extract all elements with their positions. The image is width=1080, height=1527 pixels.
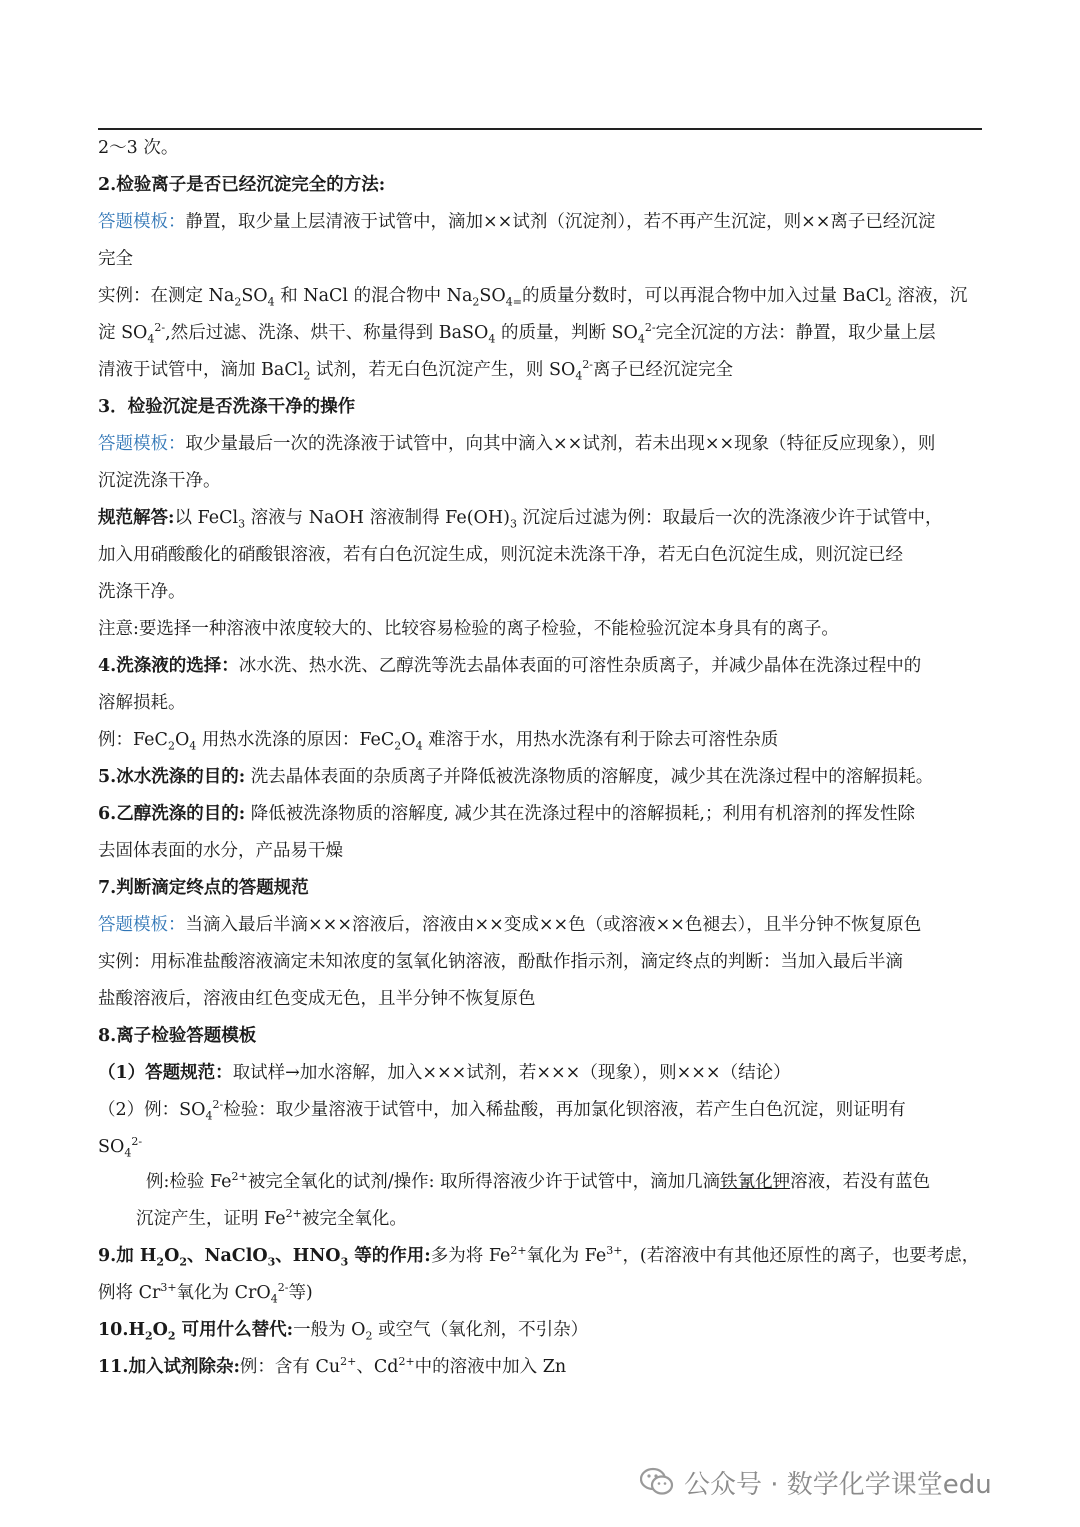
text-span: O bbox=[401, 730, 416, 750]
text-line bbox=[146, 1168, 988, 1196]
subscript: 4 bbox=[267, 295, 275, 309]
superscript: 2+ bbox=[285, 1207, 302, 1221]
text-span: 氧化为 Fe bbox=[526, 1246, 607, 1266]
section-heading-10 bbox=[98, 1320, 294, 1343]
text-span: 例:检验 Fe bbox=[146, 1172, 232, 1192]
text-line: 沉淀洗涤干净。 bbox=[98, 471, 221, 491]
text-span: 例将 Cr bbox=[98, 1283, 161, 1303]
text-line: 实例：用标准盐酸溶液滴定未知浓度的氢氧化钠溶液，酚酞作指示剂，滴定终点的判断：当加入最后半滴 bbox=[98, 952, 903, 972]
text-span: 多为将 Fe bbox=[430, 1246, 511, 1266]
text-span: 以 FeCl bbox=[174, 508, 239, 528]
text-span: 离子已经沉淀完全 bbox=[593, 360, 734, 380]
section-heading-7: 7.判断滴定终点的答题规范 bbox=[98, 878, 309, 898]
subscript: 2 bbox=[167, 1329, 176, 1343]
text-line bbox=[98, 208, 988, 236]
text-line bbox=[98, 1242, 988, 1270]
text-span: 被完全氧化的试剂/操作: 取所得溶液少许于试管中，滴加几滴 bbox=[247, 1172, 721, 1192]
text-span: 取试样→加水溶解，加入×××试剂，若×××（现象），则×××（结论） bbox=[232, 1063, 791, 1083]
text-span: 实例：在测定 Na bbox=[98, 286, 235, 306]
text-span: O bbox=[152, 1320, 168, 1340]
section-heading-6: 6.乙醇洗涤的目的: bbox=[98, 804, 246, 824]
text-span: 完全沉淀的方法：静置，取少量上层 bbox=[655, 323, 936, 343]
subscript: 2 bbox=[144, 1329, 153, 1343]
text-line: 去固体表面的水分，产品易干燥 bbox=[98, 841, 343, 861]
subscript: 4 bbox=[205, 1109, 213, 1123]
watermark-text: 公众号 · 数学化学课堂edu bbox=[684, 1469, 992, 1500]
text-line: 溶解损耗。 bbox=[98, 693, 186, 713]
text-span: 被完全氧化。 bbox=[301, 1209, 407, 1229]
superscript: 2- bbox=[644, 321, 656, 335]
text-line: 完全 bbox=[98, 249, 133, 269]
text-span: SO bbox=[241, 286, 268, 306]
text-line bbox=[98, 726, 988, 754]
header-rule bbox=[98, 128, 982, 130]
section-heading-11: 11.加入试剂除杂: bbox=[98, 1357, 240, 1377]
section-heading-5: 5.冰水洗涤的目的: bbox=[98, 767, 246, 787]
subscript: 2 bbox=[394, 739, 402, 753]
section-heading-8: 8.离子检验答题模板 bbox=[98, 1026, 257, 1046]
text-span: 一般为 O bbox=[293, 1320, 366, 1340]
superscript: 2+ bbox=[398, 1355, 415, 1369]
subscript: 4 bbox=[189, 739, 197, 753]
subscript: 4 bbox=[415, 739, 423, 753]
text-span: 降低被洗涤物质的溶解度, 减少其在洗涤过程中的溶解损耗,；利用有机溶剂的挥发性除 bbox=[245, 804, 915, 824]
subscript: 2 bbox=[167, 739, 175, 753]
text-line bbox=[98, 1133, 988, 1161]
superscript: 2+ bbox=[231, 1170, 248, 1184]
text-line bbox=[98, 282, 988, 310]
text-span: 试剂，若无白色沉淀产生，则 SO bbox=[310, 360, 576, 380]
answer-label: 规范解答: bbox=[98, 508, 175, 528]
text-span: 用热水洗涤的原因：FeC bbox=[196, 730, 395, 750]
section-heading-9 bbox=[98, 1246, 431, 1269]
subscript: 4 bbox=[147, 332, 155, 346]
text-span: 9.加 H bbox=[98, 1246, 157, 1266]
text-line bbox=[136, 1205, 988, 1233]
text-line: 2～3 次。 bbox=[98, 138, 179, 158]
subscript: 2 bbox=[303, 369, 311, 383]
text-line bbox=[98, 911, 988, 939]
text-span: O bbox=[164, 1246, 180, 1266]
text-span: ，(若溶液中有其他还原性的离子，也要考虑， bbox=[622, 1246, 980, 1266]
subscript: 3 bbox=[509, 517, 517, 531]
superscript: 3+ bbox=[160, 1281, 177, 1295]
text-span: 清液于试管中，滴加 BaCl bbox=[98, 360, 304, 380]
subscript: 4= bbox=[505, 295, 522, 309]
text-span: 难溶于水，用热水洗涤有利于除去可溶性杂质 bbox=[422, 730, 779, 750]
text-line: 注意:要选择一种溶液中浓度较大的、比较容易检验的离子检验，不能检验沉淀本身具有的离子。 bbox=[98, 619, 839, 639]
text-span: 的质量分数时，可以再混合物中加入过量 BaCl bbox=[521, 286, 885, 306]
text-span: 中的溶液中加入 Zn bbox=[414, 1357, 567, 1377]
text-span: 、NaClO bbox=[186, 1246, 268, 1266]
text-span: 的质量，判断 SO bbox=[495, 323, 638, 343]
text-span: 可用什么替代: bbox=[175, 1320, 294, 1340]
subscript: 2 bbox=[884, 295, 892, 309]
template-label: 答题模板： bbox=[98, 915, 186, 935]
text-line bbox=[98, 1096, 988, 1124]
superscript: 3+ bbox=[606, 1244, 623, 1258]
watermark bbox=[640, 1462, 1060, 1502]
subscript: 4 bbox=[270, 1292, 278, 1306]
text-line: 盐酸溶液后，溶液由红色变成无色，且半分钟不恢复原色 bbox=[98, 989, 536, 1009]
rule-label: （1）答题规范： bbox=[98, 1063, 233, 1083]
text-line: 加入用硝酸酸化的硝酸银溶液，若有白色沉淀生成，则沉淀未洗涤干净，若无白色沉淀生成，则沉淀已经 bbox=[98, 545, 903, 565]
text-span: 当滴入最后半滴×××溶液后，溶液由××变成××色（或溶液××色褪去），且半分钟不恢复原色 bbox=[185, 915, 922, 935]
subscript: 4 bbox=[637, 332, 645, 346]
text-line bbox=[98, 319, 988, 347]
text-span: 淀 SO bbox=[98, 323, 148, 343]
superscript: 2- bbox=[154, 321, 166, 335]
subscript: 4 bbox=[575, 369, 583, 383]
text-line bbox=[98, 800, 988, 828]
text-span: 取少量最后一次的洗涤液于试管中，向其中滴入××试剂，若未出现××现象（特征反应现象），则 bbox=[185, 434, 936, 454]
subscript: 2 bbox=[472, 295, 480, 309]
text-line bbox=[98, 1353, 988, 1381]
subscript: 2 bbox=[365, 1329, 373, 1343]
subscript: 2 bbox=[156, 1255, 165, 1269]
superscript: 2- bbox=[582, 358, 594, 372]
template-label: 答题模板： bbox=[98, 434, 186, 454]
section-heading-2: 2.检验离子是否已经沉淀完全的方法: bbox=[98, 175, 386, 195]
text-span: 例：含有 Cu bbox=[239, 1357, 341, 1377]
text-span: 氧化为 CrO bbox=[176, 1283, 271, 1303]
text-line bbox=[98, 504, 988, 532]
section-heading-3: 3．检验沉淀是否洗涤干净的操作 bbox=[98, 397, 356, 417]
text-span: 冰水洗、热水洗、乙醇洗等洗去晶体表面的可溶性杂质离子，并减少晶体在洗涤过程中的 bbox=[238, 656, 922, 676]
text-span: SO bbox=[98, 1137, 125, 1157]
text-span: 检验：取少量溶液于试管中，加入稀盐酸，再加氯化钡溶液，若产生白色沉淀，则证明有 bbox=[223, 1100, 906, 1120]
text-line bbox=[98, 430, 988, 458]
text-span: 和 NaCl 的混合物中 Na bbox=[274, 286, 473, 306]
text-line: 洗涤干净。 bbox=[98, 582, 186, 602]
text-line bbox=[98, 356, 988, 384]
text-span: 等的作用: bbox=[348, 1246, 431, 1266]
text-span: ,然后过滤、洗涤、烘干、称量得到 BaSO bbox=[165, 323, 489, 343]
text-span: 沉淀后过滤为例：取最后一次的洗涤液少许于试管中， bbox=[516, 508, 943, 528]
superscript: 2- bbox=[212, 1098, 224, 1112]
superscript: 2- bbox=[131, 1135, 143, 1149]
template-label: 答题模板： bbox=[98, 212, 186, 232]
text-span: 、Cd bbox=[356, 1357, 399, 1377]
text-span: 10.H bbox=[98, 1320, 145, 1340]
superscript: 2+ bbox=[510, 1244, 527, 1258]
text-span: 等) bbox=[288, 1283, 313, 1303]
subscript: 2 bbox=[179, 1255, 187, 1269]
text-span: 洗去晶体表面的杂质离子并降低被洗涤物质的溶解度，减少其在洗涤过程中的溶解损耗。 bbox=[245, 767, 934, 787]
superscript: 2+ bbox=[340, 1355, 357, 1369]
subscript: 2 bbox=[234, 295, 242, 309]
text-line bbox=[98, 763, 988, 791]
text-span: 、HNO bbox=[275, 1246, 341, 1266]
subscript: 3 bbox=[340, 1255, 349, 1269]
subscript: 3 bbox=[267, 1255, 276, 1269]
text-span: （2）例：SO bbox=[98, 1100, 206, 1120]
text-line bbox=[98, 1279, 988, 1307]
subscript: 3 bbox=[238, 517, 246, 531]
text-line bbox=[98, 1316, 988, 1344]
text-line bbox=[98, 1059, 988, 1087]
text-line bbox=[98, 652, 988, 680]
superscript: 2- bbox=[277, 1281, 289, 1295]
text-span: 溶液，沉 bbox=[891, 286, 968, 306]
subscript: 4 bbox=[488, 332, 496, 346]
section-heading-4: 4.洗涤液的选择： bbox=[98, 656, 239, 676]
text-span: 或空气（氧化剂，不引杂） bbox=[372, 1320, 589, 1340]
wechat-icon bbox=[640, 1467, 674, 1497]
underlined-term: 铁氰化钾 bbox=[720, 1172, 791, 1192]
text-span: 静置，取少量上层清液于试管中，滴加××试剂（沉淀剂），若不再产生沉淀，则××离子已经沉淀 bbox=[185, 212, 936, 232]
text-span: 溶液与 NaOH 溶液制得 Fe(OH) bbox=[245, 508, 510, 528]
text-span: 例：FeC bbox=[98, 730, 168, 750]
text-span: 溶液，若没有蓝色 bbox=[790, 1172, 931, 1192]
text-span: O bbox=[174, 730, 190, 750]
text-span: SO bbox=[479, 286, 506, 306]
subscript: 4 bbox=[124, 1146, 132, 1160]
text-span: 沉淀产生，证明 Fe bbox=[136, 1209, 286, 1229]
